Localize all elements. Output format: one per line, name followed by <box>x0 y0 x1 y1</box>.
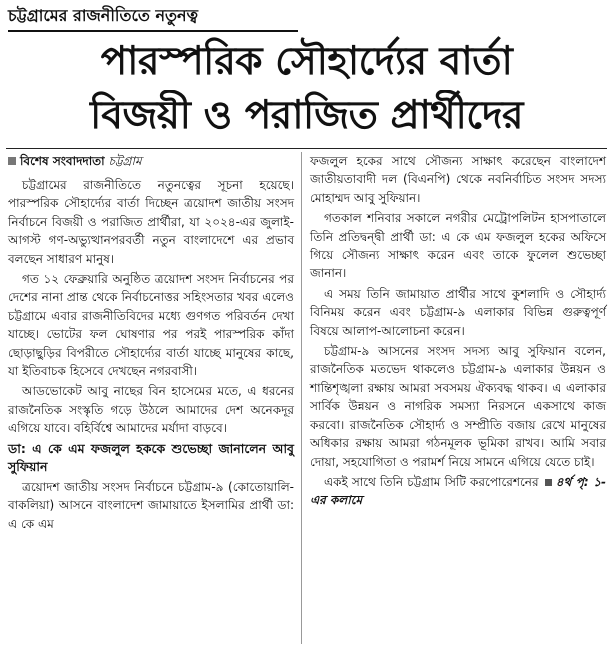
byline-name: বিশেষ সংবাদদাতা <box>20 154 105 168</box>
body-paragraph: চট্টগ্রামের রাজনীতিতে নতুনত্বের সূচনা হয়েছে। পারস্পরিক সৌহার্দ্যের বার্তা দিচ্ছেন ত্রয়োদশ জাতীয় সংসদ নির্বাচনে বিজয়ী ও পরাজিত প্রার্থীরা, যা ২০২৪-এর জুলাই-আগস্ট গণ-অভ্যুত্থানপরবর্তী নতুন বাংলাদেশে এর প্রভাব বলছেন সাধারণ মানুষ। <box>8 178 294 266</box>
byline <box>8 152 294 170</box>
continuation-marker <box>545 479 552 486</box>
article-left-column <box>8 152 294 535</box>
body-paragraph: চট্টগ্রাম-৯ আসনের সংসদ সদস্য আবু সুফিয়ান বলেন, রাজনৈতিক মতভেদ থাকলেও চট্টগ্রাম-৯ এলাকার উন্নয়ন ও শান্তিশৃঙ্খলা রক্ষায় আমরা সবসময় ঐক্যবদ্ধ থাকব। এ এলাকার সার্বিক উন্নয়ন ও নাগরিক সমস্যা নিরসনে একসাথে কাজ করবো। রাজনৈতিক সৌহার্দ্য ও সম্প্রীতি বজায় রেখে মানুষের অধিকার রক্ষায় আমরা গঠনমূলক ভূমিকা রাখব। আমি সবার দোয়া, সহযোগিতা ও পরামর্শ নিয়ে সামনে এগিয়ে যেতে চাই। <box>310 344 606 469</box>
article-subhead: ডা: এ কে এম ফজলুল হককে শুভেচ্ছা জানালেন আবু সুফিয়ান <box>8 440 294 474</box>
byline-marker <box>8 157 16 165</box>
body-paragraph: এ সময় তিনি জামায়াত প্রার্থীর সাথে কুশলাদি ও সৌহার্দ্য বিনিময় করেন এবং চট্টগ্রাম-৯ এলাকার বিভিন্ন গুরুত্বপূর্ণ বিষয়ে আলাপ-আলোচনা করেন। <box>310 286 606 338</box>
kicker-underline <box>8 30 298 32</box>
article-kicker: চট্টগ্রামের রাজনীতিতে নতুনত্ব <box>8 6 198 25</box>
continuation-text: ৪র্থ পৃ: ১-এর কলামে <box>310 474 606 508</box>
body-paragraph: ফজলুল হকের সাথে সৌজন্য সাক্ষাৎ করেছেন বাংলাদেশ জাতীয়তাবাদী দল (বিএনপি) থেকে নবনির্বাচিত সংসদ সদস্য মোহাম্মদ আবু সুফিয়ান। <box>310 154 606 205</box>
headline-line-2: বিজয়ী ও পরাজিত প্রার্থীদের <box>90 93 523 138</box>
body-paragraph-text: একই সাথে তিনি চট্টগ্রাম সিটি করপোরেশনের <box>324 474 539 489</box>
body-paragraph: ত্রয়োদশ জাতীয় সংসদ নির্বাচনে চট্টগ্রাম-৯ (কোতোয়ালি-বাকলিয়া) আসনে বাংলাদেশ জামায়াতে ইসলামির প্রার্থী ডা: এ কে এম <box>8 479 294 531</box>
headline-divider <box>6 148 607 149</box>
headline-line-1: পারস্পরিক সৌহার্দ্যের বার্তা <box>100 39 513 84</box>
column-divider <box>301 152 302 644</box>
body-paragraph: আডভোকেট আবু নাছের বিন হাসেমের মতে, এ ধরনের রাজনৈতিক সংস্কৃতি গড়ে উঠলে আমাদের দেশ অনেকদূর এগিয়ে যাবে। বহির্বিশ্বে আমাদের মর্যাদা বাড়বে। <box>8 384 294 436</box>
body-paragraph: গত ১২ ফেব্রুয়ারি অনুষ্ঠিত ত্রয়োদশ সংসদ নির্বাচনের পর দেশের নানা প্রান্ত থেকে নির্বাচনোত্তর সহিংসতার খবর এলেও চট্টগ্রামে এবার রাজনীতিবিদের মধ্যে গুণগত পরিবর্তন দেখা যাচ্ছে। ভোটের ফল ঘোষণার পর পরই পারস্পরিক কাঁদা ছোড়াছুড়ির বিপরীতে সৌহার্দ্যের বার্তা যাচ্ছে মানুষের কাছে, যা ইতিবাচক হিসেবে দেখছেন নগরবাসী। <box>8 272 294 379</box>
byline-place: চট্টগ্রাম <box>108 154 142 168</box>
body-paragraph: গতকাল শনিবার সকালে নগরীর মেট্রোপলিটন হাসপাতালে তিনি প্রতিদ্বন্দ্বী প্রার্থী ডা: এ কে এম ফজলুল হকের অফিসে গিয়ে সৌজন্য সাক্ষাৎ করেন এবং তাকে ফুলেল শুভেচ্ছা জানান। <box>310 211 606 281</box>
article-right-column <box>310 152 606 512</box>
body-paragraph-last <box>310 473 606 510</box>
